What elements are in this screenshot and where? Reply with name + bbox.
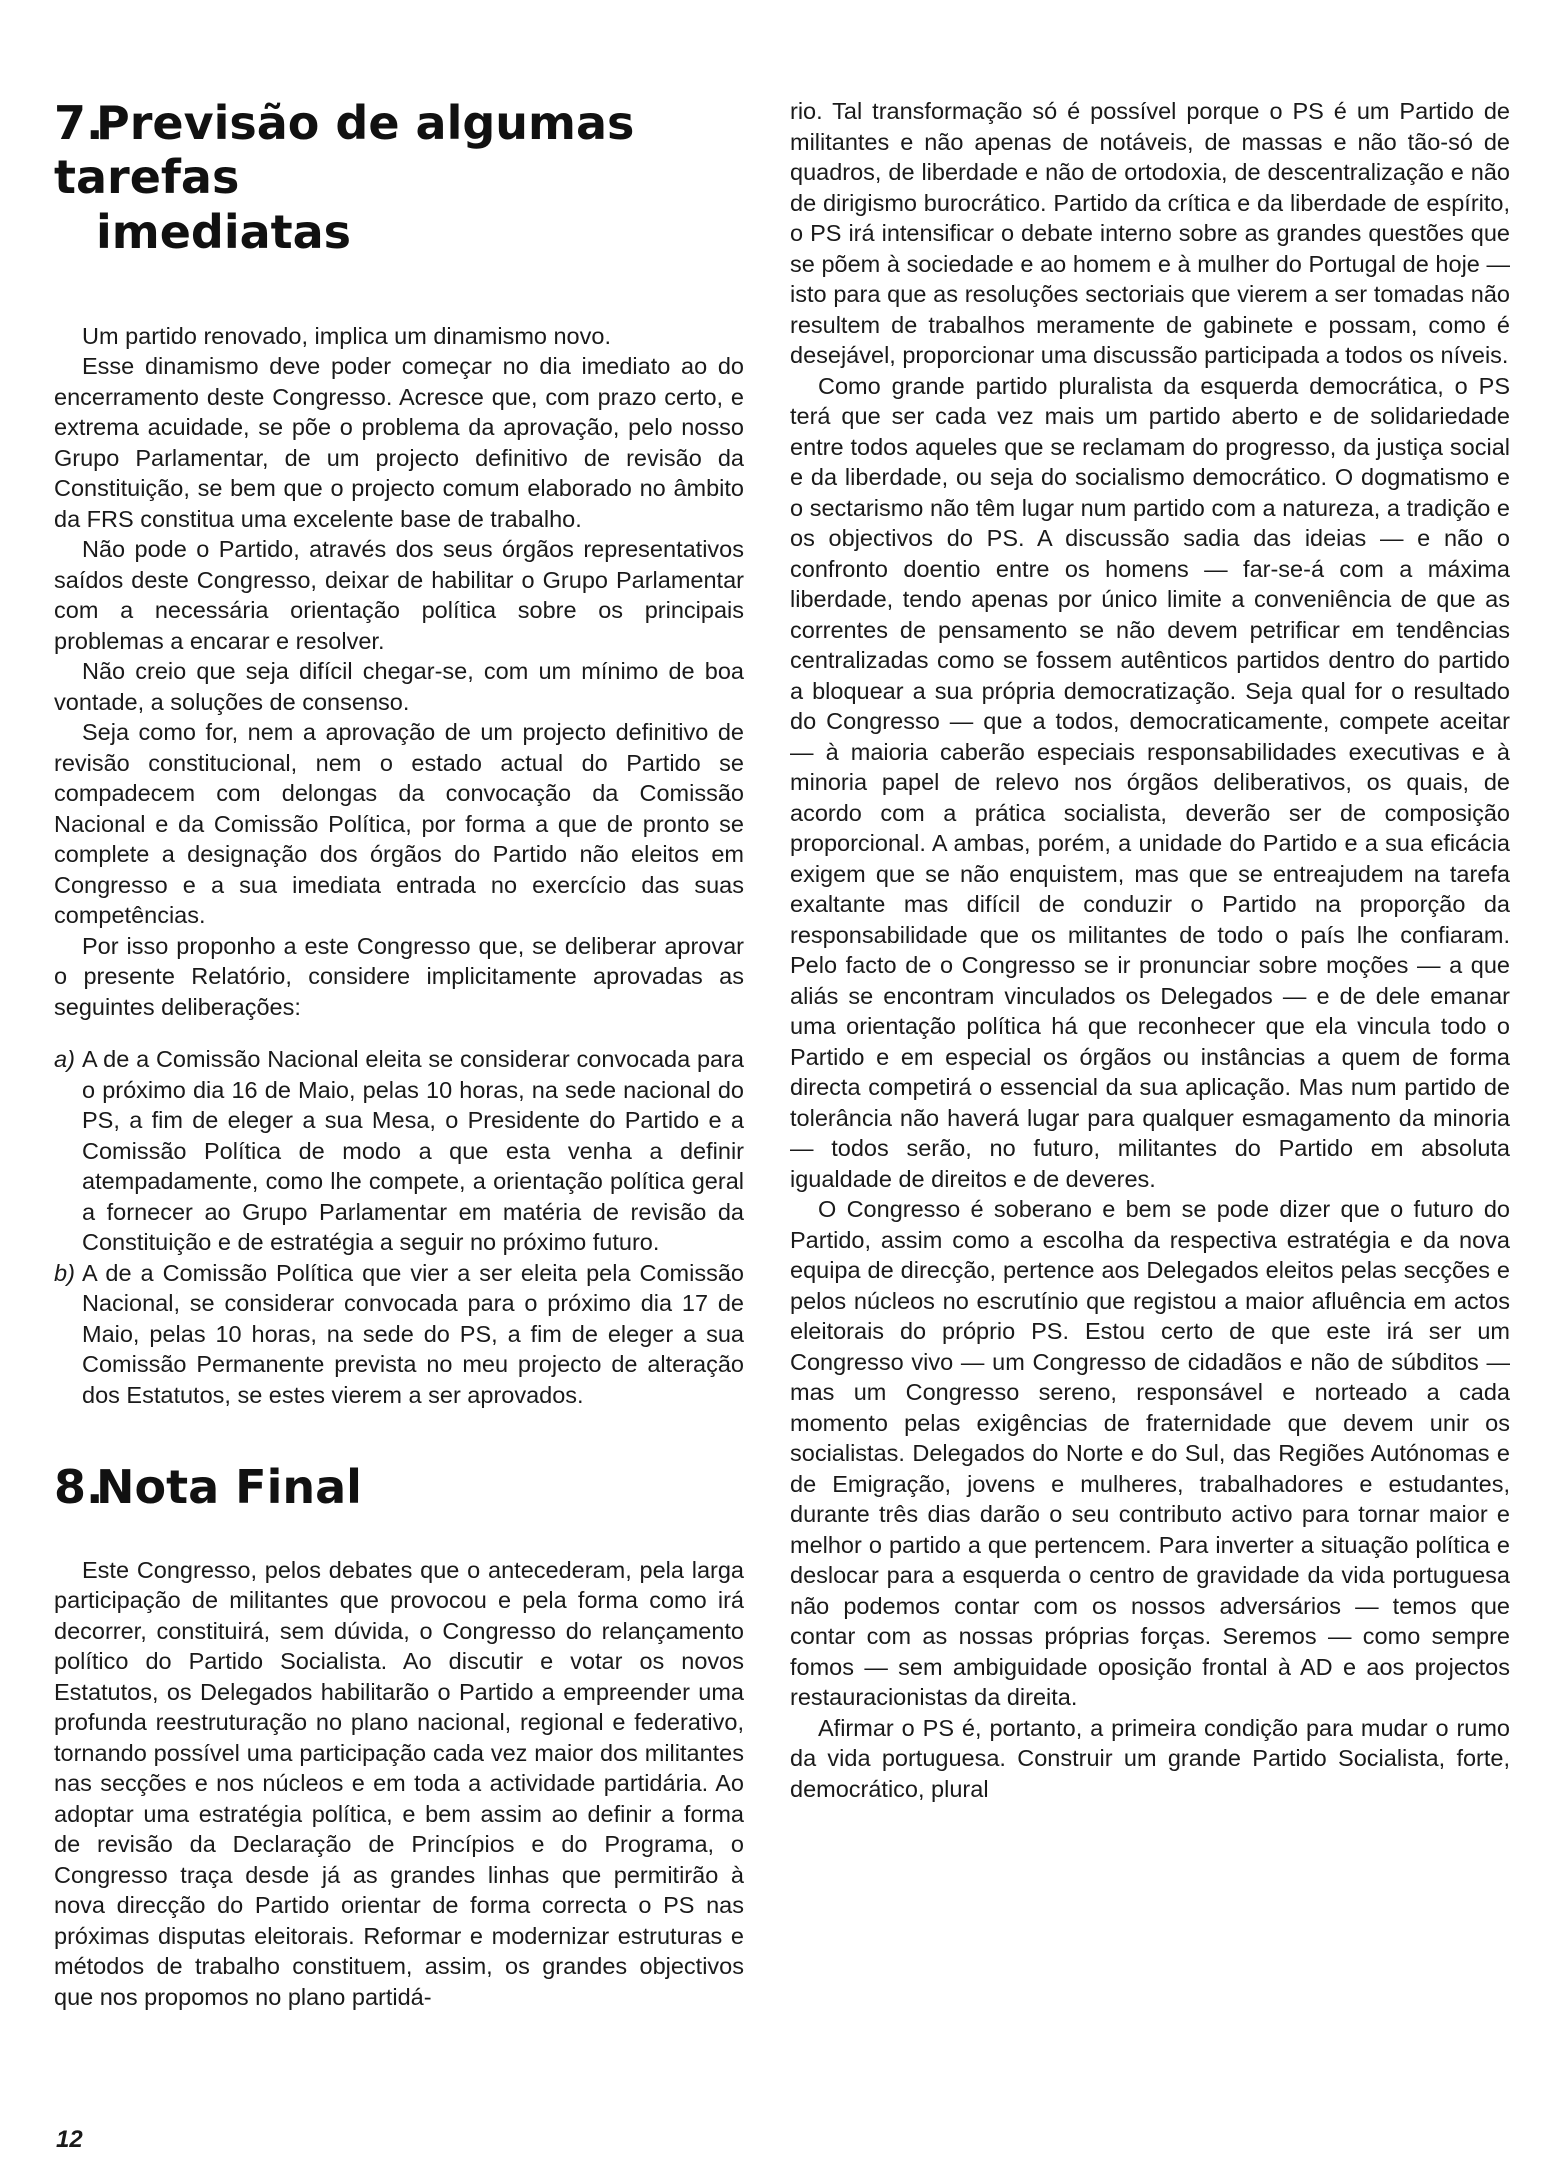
paragraph: Não creio que seja difícil chegar-se, com um mínimo de boa vontade, a soluções de consenso. [54,658,744,715]
paragraph: Um partido renovado, implica um dinamismo novo. [82,322,611,349]
section-7-title-line2: imediatas [96,204,352,259]
right-column [790,96,1510,1804]
left-column [54,96,744,2012]
list-item-text: A de a Comissão Política que vier a ser eleita pela Comissão Nacional, se considerar convocada para o próximo dia 17 de Maio, pelas 10 horas, na sede do PS, a fim de eleger a sua Comissão Permanente prevista no meu projecto de alteração dos Estatutos, se estes vierem a ser aprovados. [82,1259,744,1408]
paragraph: Esse dinamismo deve poder começar no dia imediato ao do encerramento deste Congresso. Acresce que, com prazo certo, e extrema acuidade, se põe o problema da aprovação, pelo nosso Grupo Parlamentar, de um projecto definitivo de revisão da Constituição, se bem que o projecto comum elaborado no âmbito da FRS constitua uma excelente base de trabalho. [54,353,744,532]
paragraph: rio. Tal transformação só é possível porque o PS é um Partido de militantes e não apenas de notáveis, de massas e não tão-só de quadros, de liberdade e não de ortodoxia, de descentralização e não de dirigismo burocrático. Partido da crítica e da liberdade de espírito, o PS irá intensificar o debate interno sobre as grandes questões que se põem à sociedade e ao homem e à mulher do Portugal de hoje — isto para que as resoluções sectoriais que vierem a ser tomadas não resultem de trabalhos meramente de gabinete e possam, como é desejável, proporcionar uma discussão participada a todos os níveis. [790,98,1510,368]
section-8-heading [54,1460,744,1514]
list-item [54,1258,744,1411]
section-7-number: 7. [54,96,104,150]
list-item [54,1044,744,1258]
paragraph: Como grande partido pluralista da esquerda democrática, o PS terá que ser cada vez mais um partido aberto e de solidariedade entre todos aqueles que se reclamam do progresso, da justiça social e da liberdade, ou seja do socialismo democrático. O dogmatismo e o sectarismo não têm lugar num partido com a natureza, a tradição e os objectivos do PS. A discussão sadia das ideias — e não o confronto doentio entre os homens — far-se-á com a máxima liberdade, tendo apenas por único limite a conveniência de que as correntes de pensamento se não devem petrificar em tendências centralizadas como se fossem autênticos partidos dentro do partido a bloquear a sua própria democratização. Seja qual for o resultado do Congresso — que a todos, democraticamente, compete aceitar — à maioria caberão especiais responsabilidades executivas e à minoria papel de relevo nos órgãos deliberativos, os quais, de acordo com a prática socialista, deverão ser de composição proporcional. A ambas, porém, a unidade do Partido e a sua eficácia exigem que se não enquistem, mas que se entreajudem na tarefa exaltante mas difícil de conduzir o Partido na proporção da responsabilidade que os militantes de todo o país lhe confiaram. Pelo facto de o Congresso se ir pronunciar sobre moções — a que aliás se encontram vinculados os Delegados — e de dele emanar uma orientação política há que reconhecer que ela vincula todo o Partido e em especial os órgãos ou instâncias a quem de forma directa competirá o essencial da sua aplicação. Mas num partido de tolerância não haverá lugar para qualquer esmagamento da minoria — todos serão, no futuro, militantes do Partido em absoluta igualdade de direitos e de deveres. [790,372,1510,1192]
paragraph: Este Congresso, pelos debates que o antecederam, pela larga participação de militantes que provocou e pela forma como irá decorrer, constituirá, sem dúvida, o Congresso do relançamento político do Partido Socialista. Ao discutir e votar os novos Estatutos, os Delegados habilitarão o Partido a empreender uma profunda reestruturação no plano nacional, regional e federativo, tornando possível uma participação cada vez maior dos militantes nas secções e nos núcleos e em toda a actividade partidária. Ao adoptar uma estratégia política, e bem assim ao definir a forma de revisão da Declaração de Princípios e do Programa, o Congresso traça desde já as grandes linhas que permitirão à nova direcção do Partido orientar de forma correcta o PS nas próximas disputas eleitorais. Reformar e modernizar estruturas e métodos de trabalho constituem, assim, os grandes objectivos que nos propomos no plano partidá- [54,1556,744,2010]
list-item-text: A de a Comissão Nacional eleita se considerar convocada para o próximo dia 16 de Maio, pelas 10 horas, na sede nacional do PS, a fim de eleger a sua Mesa, o Presidente do Partido e a Comissão Política de modo a que esta venha a definir atempadamente, como lhe compete, a orientação política geral a fornecer ao Grupo Parlamentar em matéria de revisão da Constituição e de estratégia a seguir no próximo futuro. [82,1046,744,1256]
paragraph: Por isso proponho a este Congresso que, se deliberar aprovar o presente Relatório, considere implicitamente aprovadas as seguintes deliberações: [54,932,744,1020]
section-7-title-line1: Previsão de algumas tarefas [54,96,635,205]
section-8-number: 8. [54,1460,104,1515]
list-item-marker: a) [54,1046,75,1073]
paragraph: Afirmar o PS é, portanto, a primeira condição para mudar o rumo da vida portuguesa. Construir um grande Partido Socialista, forte, democrático, plural [790,1714,1510,1802]
paragraph: Seja como for, nem a aprovação de um projecto definitivo de revisão constitucional, nem o estado actual do Partido se compadecem com delongas da convocação da Comissão Nacional e da Comissão Política, por forma a que de pronto se complete a designação dos órgãos do Partido não eleitos em Congresso e a sua imediata entrada no exercício das suas competências. [54,719,744,929]
paragraph: O Congresso é soberano e bem se pode dizer que o futuro do Partido, assim como a escolha da respectiva estratégia e da nova equipa de direcção, pertence aos Delegados eleitos pelas secções e pelos núcleos no escrutínio que registou a maior afluência em actos eleitorais do próprio PS. Estou certo de que este irá ser um Congresso vivo — um Congresso de cidadãos e não de súbditos — mas um Congresso sereno, responsável e norteado a cada momento pelas exigências de fraternidade que devem unir os socialistas. Delegados do Norte e do Sul, das Regiões Autónomas e de Emigração, jovens e mulheres, trabalhadores e estudantes, durante três dias darão o seu contributo activo para tornar maior e melhor o partido a que pertencem. Para inverter a situação política e deslocar para a esquerda o centro de gravidade da vida portuguesa não podemos contar com os nossos adversários — temos que contar com as nossas próprias forças. Seremos — como sempre fomos — sem ambiguidade oposição frontal à AD e aos projectos restauracionistas da direita. [790,1196,1510,1710]
deliberations-list [54,1044,744,1410]
section-7-heading [54,96,744,259]
section-8-title: Nota Final [96,1460,362,1515]
list-item-marker: b) [54,1259,75,1286]
page-number: 12 [56,2126,83,2153]
paragraph: Não pode o Partido, através dos seus órgãos representativos saídos deste Congresso, deixar de habilitar o Grupo Parlamentar com a necessária orientação política sobre os principais problemas a encarar e resolver. [54,536,744,654]
